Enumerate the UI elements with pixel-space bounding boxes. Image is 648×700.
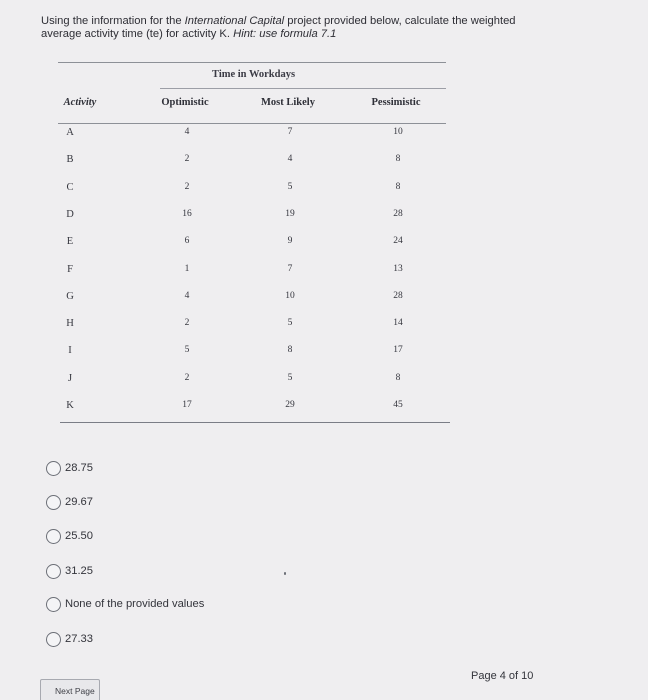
- option-label: 31.25: [65, 565, 93, 577]
- col-header-optimistic: Optimistic: [161, 97, 209, 108]
- cell-pessimistic: 17: [393, 345, 403, 356]
- cell-optimistic: 2: [184, 154, 190, 165]
- cell-optimistic: 2: [184, 372, 190, 383]
- cell-most-likely: 10: [285, 290, 295, 301]
- radio-button[interactable]: [46, 632, 61, 647]
- cell-most-likely: 19: [285, 208, 295, 219]
- col-header-most-likely: Most Likely: [261, 97, 315, 108]
- option-29-67[interactable]: [46, 493, 93, 511]
- option-label: 28.75: [65, 462, 93, 474]
- option-27-33[interactable]: [46, 630, 93, 648]
- cell-optimistic: 4: [184, 127, 190, 137]
- option-label: 25.50: [65, 530, 93, 542]
- option-label: None of the provided values: [65, 598, 205, 610]
- cell-optimistic: 2: [184, 181, 190, 192]
- option-25-50[interactable]: [46, 527, 93, 545]
- cell-pessimistic: 28: [393, 290, 403, 301]
- cell-pessimistic: 10: [393, 127, 403, 137]
- table-bottom-rule: [60, 422, 450, 423]
- radio-button[interactable]: [46, 495, 61, 510]
- radio-button[interactable]: [46, 597, 61, 612]
- table-top-rule: [58, 62, 446, 63]
- question-text: [41, 15, 541, 40]
- radio-button[interactable]: [46, 529, 61, 544]
- cell-activity: G: [66, 290, 74, 302]
- cell-most-likely: 5: [287, 181, 293, 192]
- cell-optimistic: 17: [182, 400, 192, 410]
- cell-most-likely: 4: [287, 154, 293, 165]
- cell-activity: E: [66, 236, 74, 248]
- cell-pessimistic: 14: [393, 318, 403, 329]
- cell-most-likely: 29: [285, 400, 295, 410]
- cell-pessimistic: 8: [395, 154, 401, 165]
- cell-most-likely: 5: [287, 318, 293, 329]
- option-31-25[interactable]: [46, 562, 93, 580]
- col-header-pessimistic: Pessimistic: [371, 97, 421, 108]
- cell-pessimistic: 8: [395, 181, 401, 192]
- cell-pessimistic: 8: [395, 372, 401, 383]
- option-none[interactable]: [46, 595, 204, 613]
- header-rule: [58, 123, 446, 124]
- cell-most-likely: 7: [287, 127, 293, 137]
- cell-pessimistic: 13: [393, 263, 403, 274]
- cell-most-likely: 7: [287, 263, 293, 274]
- cell-optimistic: 5: [184, 345, 190, 356]
- cell-pessimistic: 28: [393, 208, 403, 219]
- cell-most-likely: 9: [287, 236, 293, 247]
- group-header: Time in Workdays: [212, 69, 296, 80]
- project-name: International Capital: [184, 15, 285, 27]
- question-prefix: Using the information for the: [41, 15, 185, 27]
- cell-activity: D: [66, 208, 74, 220]
- cell-optimistic: 1: [184, 263, 190, 274]
- cell-activity: H: [66, 318, 74, 330]
- cell-optimistic: 16: [182, 208, 192, 219]
- option-28-75[interactable]: [46, 459, 93, 477]
- option-label: 27.33: [65, 633, 93, 645]
- cell-activity: B: [66, 154, 74, 166]
- cell-activity: K: [66, 400, 74, 411]
- cell-most-likely: 5: [287, 372, 293, 383]
- cell-activity: C: [66, 181, 74, 193]
- cell-activity: I: [68, 345, 72, 357]
- option-label: 29.67: [65, 496, 93, 508]
- cell-optimistic: 2: [184, 318, 190, 329]
- page-indicator: Page 4 of 10: [471, 670, 534, 682]
- radio-button[interactable]: [46, 564, 61, 579]
- activity-time-table: [50, 55, 450, 430]
- radio-button[interactable]: [46, 461, 61, 476]
- cell-activity: J: [67, 372, 73, 384]
- question-middle: project provided below, calculate the weighted average activity time (te) for activity K.: [41, 15, 516, 40]
- question-hint: Hint: use formula 7.1: [233, 27, 337, 40]
- cell-activity: A: [66, 127, 74, 138]
- cell-activity: F: [67, 263, 73, 275]
- cell-pessimistic: 24: [393, 236, 403, 247]
- cell-optimistic: 4: [184, 290, 190, 301]
- cell-pessimistic: 45: [393, 400, 403, 410]
- group-header-rule: [160, 88, 446, 89]
- cell-optimistic: 6: [184, 236, 190, 247]
- cursor-mark: [284, 572, 286, 575]
- cell-most-likely: 8: [287, 345, 293, 356]
- col-header-activity: Activity: [63, 97, 97, 108]
- next-page-button[interactable]: Next Page: [40, 679, 100, 700]
